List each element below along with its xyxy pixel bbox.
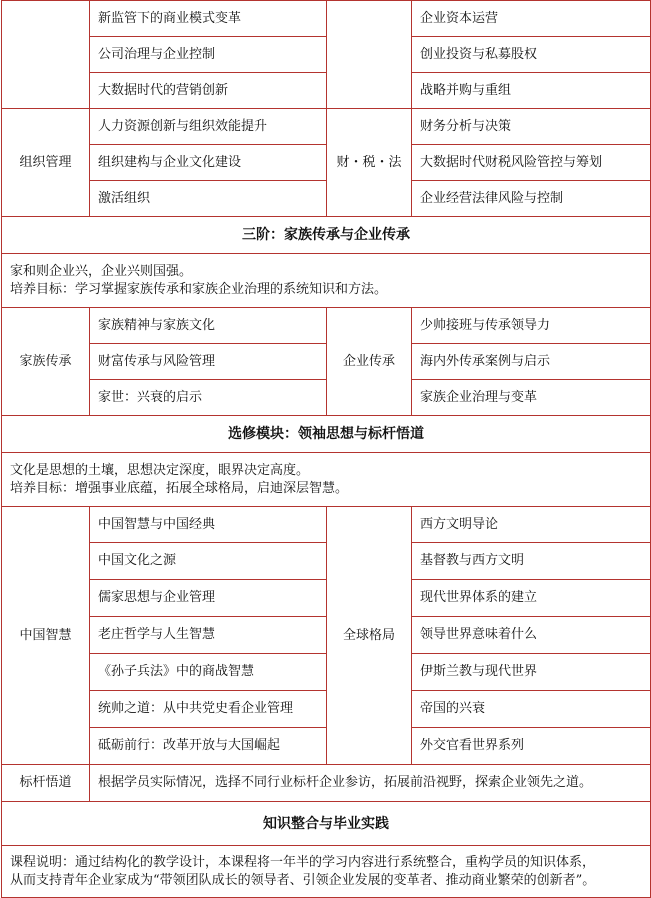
course-item: 新监管下的商业模式变革 bbox=[90, 1, 327, 37]
course-item: 大数据时代财税风险管控与筹划 bbox=[412, 145, 651, 181]
course-item: 家族精神与家族文化 bbox=[90, 308, 327, 344]
course-item: 财富传承与风险管理 bbox=[90, 344, 327, 380]
table-row bbox=[2, 1, 651, 37]
category-benchmark: 标杆悟道 bbox=[2, 765, 90, 802]
benchmark-text: 根据学员实际情况，选择不同行业标杆企业参访，拓展前沿视野，探索企业领先之道。 bbox=[90, 765, 651, 802]
course-item: 统帅之道：从中共党史看企业管理 bbox=[90, 691, 327, 728]
table-row bbox=[2, 691, 651, 728]
course-item: 家世：兴衰的启示 bbox=[90, 380, 327, 416]
course-item: 家族企业治理与变革 bbox=[412, 380, 651, 416]
course-item: 战略并购与重组 bbox=[412, 73, 651, 109]
course-item: 伊斯兰教与现代世界 bbox=[412, 654, 651, 691]
stage3-desc-line2: 培养目标：学习掌握家族传承和家族企业治理的系统知识和方法。 bbox=[10, 281, 388, 297]
course-item: 《孙子兵法》中的商战智慧 bbox=[90, 654, 327, 691]
section-heading-row bbox=[2, 416, 651, 453]
category-chinese-wisdom: 中国智慧 bbox=[2, 507, 90, 765]
category-enterprise-inheritance: 企业传承 bbox=[327, 308, 412, 416]
category-family-inheritance: 家族传承 bbox=[2, 308, 90, 416]
table-row bbox=[2, 344, 651, 380]
table-row bbox=[2, 765, 651, 802]
elective-desc-line2: 培养目标：增强事业底蕴，拓展全球格局，启迪深层智慧。 bbox=[10, 480, 349, 496]
stage3-description bbox=[2, 254, 651, 308]
table-row bbox=[2, 617, 651, 654]
section-desc-row bbox=[2, 254, 651, 308]
stage3-title: 三阶：家族传承与企业传承 bbox=[2, 217, 651, 254]
elective-description bbox=[2, 453, 651, 507]
table-row bbox=[2, 181, 651, 217]
course-item: 企业资本运营 bbox=[412, 1, 651, 37]
curriculum-table bbox=[1, 0, 651, 898]
course-item: 现代世界体系的建立 bbox=[412, 580, 651, 617]
table-row bbox=[2, 380, 651, 416]
integration-desc-line2: 从而支持青年企业家成为“带领团队成长的领导者、引领企业发展的变革者、推动商业繁荣的创新者”。 bbox=[10, 872, 596, 888]
integration-desc-line1: 课程说明：通过结构化的教学设计，本课程将一年半的学习内容进行系统整合，重构学员的知识体系， bbox=[10, 854, 596, 870]
course-item: 公司治理与企业控制 bbox=[90, 37, 327, 73]
course-item: 少帅接班与传承领导力 bbox=[412, 308, 651, 344]
category-finance-tax-law: 财・税・法 bbox=[327, 109, 412, 217]
course-item: 西方文明导论 bbox=[412, 507, 651, 543]
course-item: 领导世界意味着什么 bbox=[412, 617, 651, 654]
course-item: 创业投资与私募股权 bbox=[412, 37, 651, 73]
category-global-vision: 全球格局 bbox=[327, 507, 412, 765]
category-cell-empty bbox=[327, 1, 412, 109]
table-row bbox=[2, 543, 651, 580]
course-item: 企业经营法律风险与控制 bbox=[412, 181, 651, 217]
table-row bbox=[2, 654, 651, 691]
course-item: 儒家思想与企业管理 bbox=[90, 580, 327, 617]
table-row bbox=[2, 308, 651, 344]
table-row bbox=[2, 507, 651, 543]
table-row bbox=[2, 145, 651, 181]
table-row bbox=[2, 37, 651, 73]
section-desc-row bbox=[2, 453, 651, 507]
course-item: 老庄哲学与人生智慧 bbox=[90, 617, 327, 654]
stage3-desc-line1: 家和则企业兴，企业兴则国强。 bbox=[10, 263, 193, 279]
table-row bbox=[2, 580, 651, 617]
table-row bbox=[2, 73, 651, 109]
elective-desc-line1: 文化是思想的土壤，思想决定深度，眼界决定高度。 bbox=[10, 462, 310, 478]
section-heading-row bbox=[2, 217, 651, 254]
category-org-management: 组织管理 bbox=[2, 109, 90, 217]
section-heading-row bbox=[2, 802, 651, 846]
course-item: 中国智慧与中国经典 bbox=[90, 507, 327, 543]
course-item: 大数据时代的营销创新 bbox=[90, 73, 327, 109]
course-item: 帝国的兴衰 bbox=[412, 691, 651, 728]
category-cell-empty bbox=[2, 1, 90, 109]
course-item: 外交官看世界系列 bbox=[412, 728, 651, 765]
course-item: 海内外传承案例与启示 bbox=[412, 344, 651, 380]
course-item: 财务分析与决策 bbox=[412, 109, 651, 145]
course-item: 激活组织 bbox=[90, 181, 327, 217]
elective-title: 选修模块：领袖思想与标杆悟道 bbox=[2, 416, 651, 453]
integration-title: 知识整合与毕业实践 bbox=[2, 802, 651, 846]
course-item: 组织建构与企业文化建设 bbox=[90, 145, 327, 181]
course-item: 砥砺前行：改革开放与大国崛起 bbox=[90, 728, 327, 765]
course-item: 中国文化之源 bbox=[90, 543, 327, 580]
table-row bbox=[2, 109, 651, 145]
course-item: 基督教与西方文明 bbox=[412, 543, 651, 580]
table-row bbox=[2, 728, 651, 765]
course-item: 人力资源创新与组织效能提升 bbox=[90, 109, 327, 145]
